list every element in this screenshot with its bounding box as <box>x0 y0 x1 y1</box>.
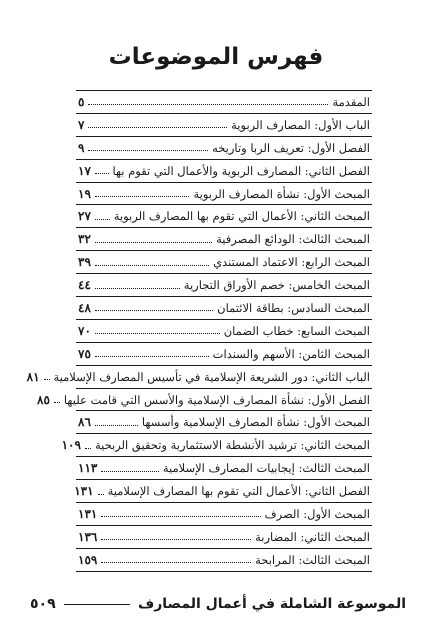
toc-entry-title: المبحث الثالث: الودائع المصرفية <box>216 232 370 247</box>
toc-dot-leader <box>88 104 328 105</box>
toc-entry-page: ١٩ <box>78 186 91 201</box>
toc-dot-leader <box>88 127 227 128</box>
toc-entry-title: الفصل الأول: تعريف الربا وتاريخه <box>212 140 370 155</box>
toc-entry-page: ٤٨ <box>78 300 91 315</box>
toc-entry-page: ١٣١ <box>78 506 98 521</box>
toc-dot-leader <box>95 173 109 174</box>
toc-entry-page: ١٣١ <box>74 484 94 499</box>
toc-entry-page: ٣٢ <box>78 232 91 247</box>
table-of-contents <box>26 90 372 572</box>
toc-entry <box>76 297 372 320</box>
toc-entry-title: المبحث الثالث: إيجابيات المصارف الإسلامية <box>162 461 370 476</box>
toc-entry-page: ٧ <box>78 117 85 132</box>
toc-entry-title: المقدمة <box>332 94 370 109</box>
toc-entry <box>76 251 372 274</box>
toc-entry <box>76 137 372 160</box>
toc-entry-page: ٥ <box>78 94 85 109</box>
toc-entry-title: المبحث الثاني: الأعمال التي تقوم بها المصارف الربوية <box>113 209 370 224</box>
toc-dot-leader <box>95 265 209 266</box>
toc-entry-title: المبحث السادس: بطاقة الائتمان <box>217 300 370 315</box>
toc-dot-leader <box>101 516 260 517</box>
toc-dot-leader <box>54 402 60 403</box>
toc-dot-leader <box>95 425 138 426</box>
footer-rule <box>64 604 130 605</box>
toc-entry <box>76 205 372 228</box>
footer-page-number: ٥٠٩ <box>30 596 56 612</box>
toc-entry-page: ٨٦ <box>78 415 91 430</box>
toc-dot-leader <box>95 356 209 357</box>
toc-entry-title: الفصل الأول: نشأة المصارف الإسلامية والأسس التي قامت عليها <box>63 392 370 407</box>
toc-entry-title: المبحث الأول: الصرف <box>264 506 370 521</box>
toc-entry <box>76 228 372 251</box>
toc-entry <box>76 526 372 549</box>
toc-entry-title: المبحث الخامس: خصم الأوراق التجارية <box>183 278 370 293</box>
toc-entry-title: المبحث الثاني: المضاربة <box>255 529 370 544</box>
toc-entry-page: ٨٥ <box>37 392 50 407</box>
page-title: فهرس الموضوعات <box>108 44 324 70</box>
toc-entry <box>76 457 372 480</box>
toc-entry <box>76 503 372 526</box>
toc-entry-title: المبحث الثاني: ترشيد الأنشطة الاستثمارية وتحقيق الربحية <box>94 438 370 453</box>
toc-entry-title: المبحث الأول: نشأة المصارف الربوية <box>193 186 370 201</box>
page-footer <box>30 596 406 612</box>
toc-entry-page: ٤٤ <box>78 278 91 293</box>
toc-dot-leader <box>101 539 251 540</box>
toc-entry-page: ٧٠ <box>78 323 91 338</box>
toc-dot-leader <box>101 471 158 472</box>
toc-dot-leader <box>95 242 212 243</box>
toc-entry <box>76 274 372 297</box>
toc-entry <box>76 160 372 183</box>
toc-dot-leader <box>95 310 213 311</box>
toc-entry-page: ١٣٦ <box>78 529 98 544</box>
toc-entry-page: ١١٣ <box>78 461 98 476</box>
toc-entry <box>76 549 372 572</box>
toc-entry-page: ١٧ <box>78 163 91 178</box>
toc-entry <box>76 114 372 137</box>
toc-dot-leader <box>88 150 208 151</box>
toc-entry-page: ٣٩ <box>78 255 91 270</box>
toc-entry-page: ٨١ <box>26 369 40 384</box>
toc-entry <box>37 389 372 412</box>
toc-entry-title: الباب الأول: المصارف الربوية <box>231 117 370 132</box>
toc-entry-title: المبحث السابع: خطاب الضمان <box>223 323 370 338</box>
toc-entry <box>76 480 372 503</box>
toc-entry-title: المبحث الأول: نشأة المصارف الإسلامية وأسسها <box>141 415 370 430</box>
toc-dot-leader <box>95 196 190 197</box>
footer-book-title: الموسوعة الشاملة في أعمال المصارف <box>137 596 406 612</box>
toc-entry <box>76 91 372 114</box>
toc-entry-page: ٩ <box>78 140 85 155</box>
toc-dot-leader <box>44 379 50 380</box>
toc-entry-title: الفصل الثاني: الأعمال التي تقوم بها المصارف الإسلامية <box>107 484 370 499</box>
toc-dot-leader <box>95 333 220 334</box>
toc-entry-page: ١٠٩ <box>61 438 81 453</box>
toc-dot-leader <box>95 219 110 220</box>
toc-entry-title: المبحث الرابع: الاعتماد المستندي <box>213 255 370 270</box>
toc-dot-leader <box>95 288 180 289</box>
toc-entry-page: ١٥٩ <box>78 552 98 567</box>
toc-dot-leader <box>98 494 104 495</box>
toc-entry <box>76 343 372 366</box>
toc-entry <box>76 183 372 206</box>
toc-entry-page: ٧٥ <box>78 346 91 361</box>
toc-entry <box>61 434 372 457</box>
toc-dot-leader <box>85 448 91 449</box>
toc-entry <box>76 411 372 434</box>
toc-dot-leader <box>101 562 251 563</box>
toc-entry-title: الفصل الثاني: المصارف الربوية والأعمال التي تقوم بها <box>112 163 370 178</box>
toc-entry-title: المبحث الثالث: المرابحة <box>255 552 370 567</box>
toc-entry <box>76 320 372 343</box>
toc-entry <box>26 366 372 389</box>
toc-entry-page: ٢٧ <box>78 209 91 224</box>
toc-entry-title: المبحث الثامن: الأسهم والسندات <box>212 346 370 361</box>
toc-entry-title: الباب الثاني: دور الشريعة الإسلامية في تأسيس المصارف الإسلامية <box>53 369 370 384</box>
